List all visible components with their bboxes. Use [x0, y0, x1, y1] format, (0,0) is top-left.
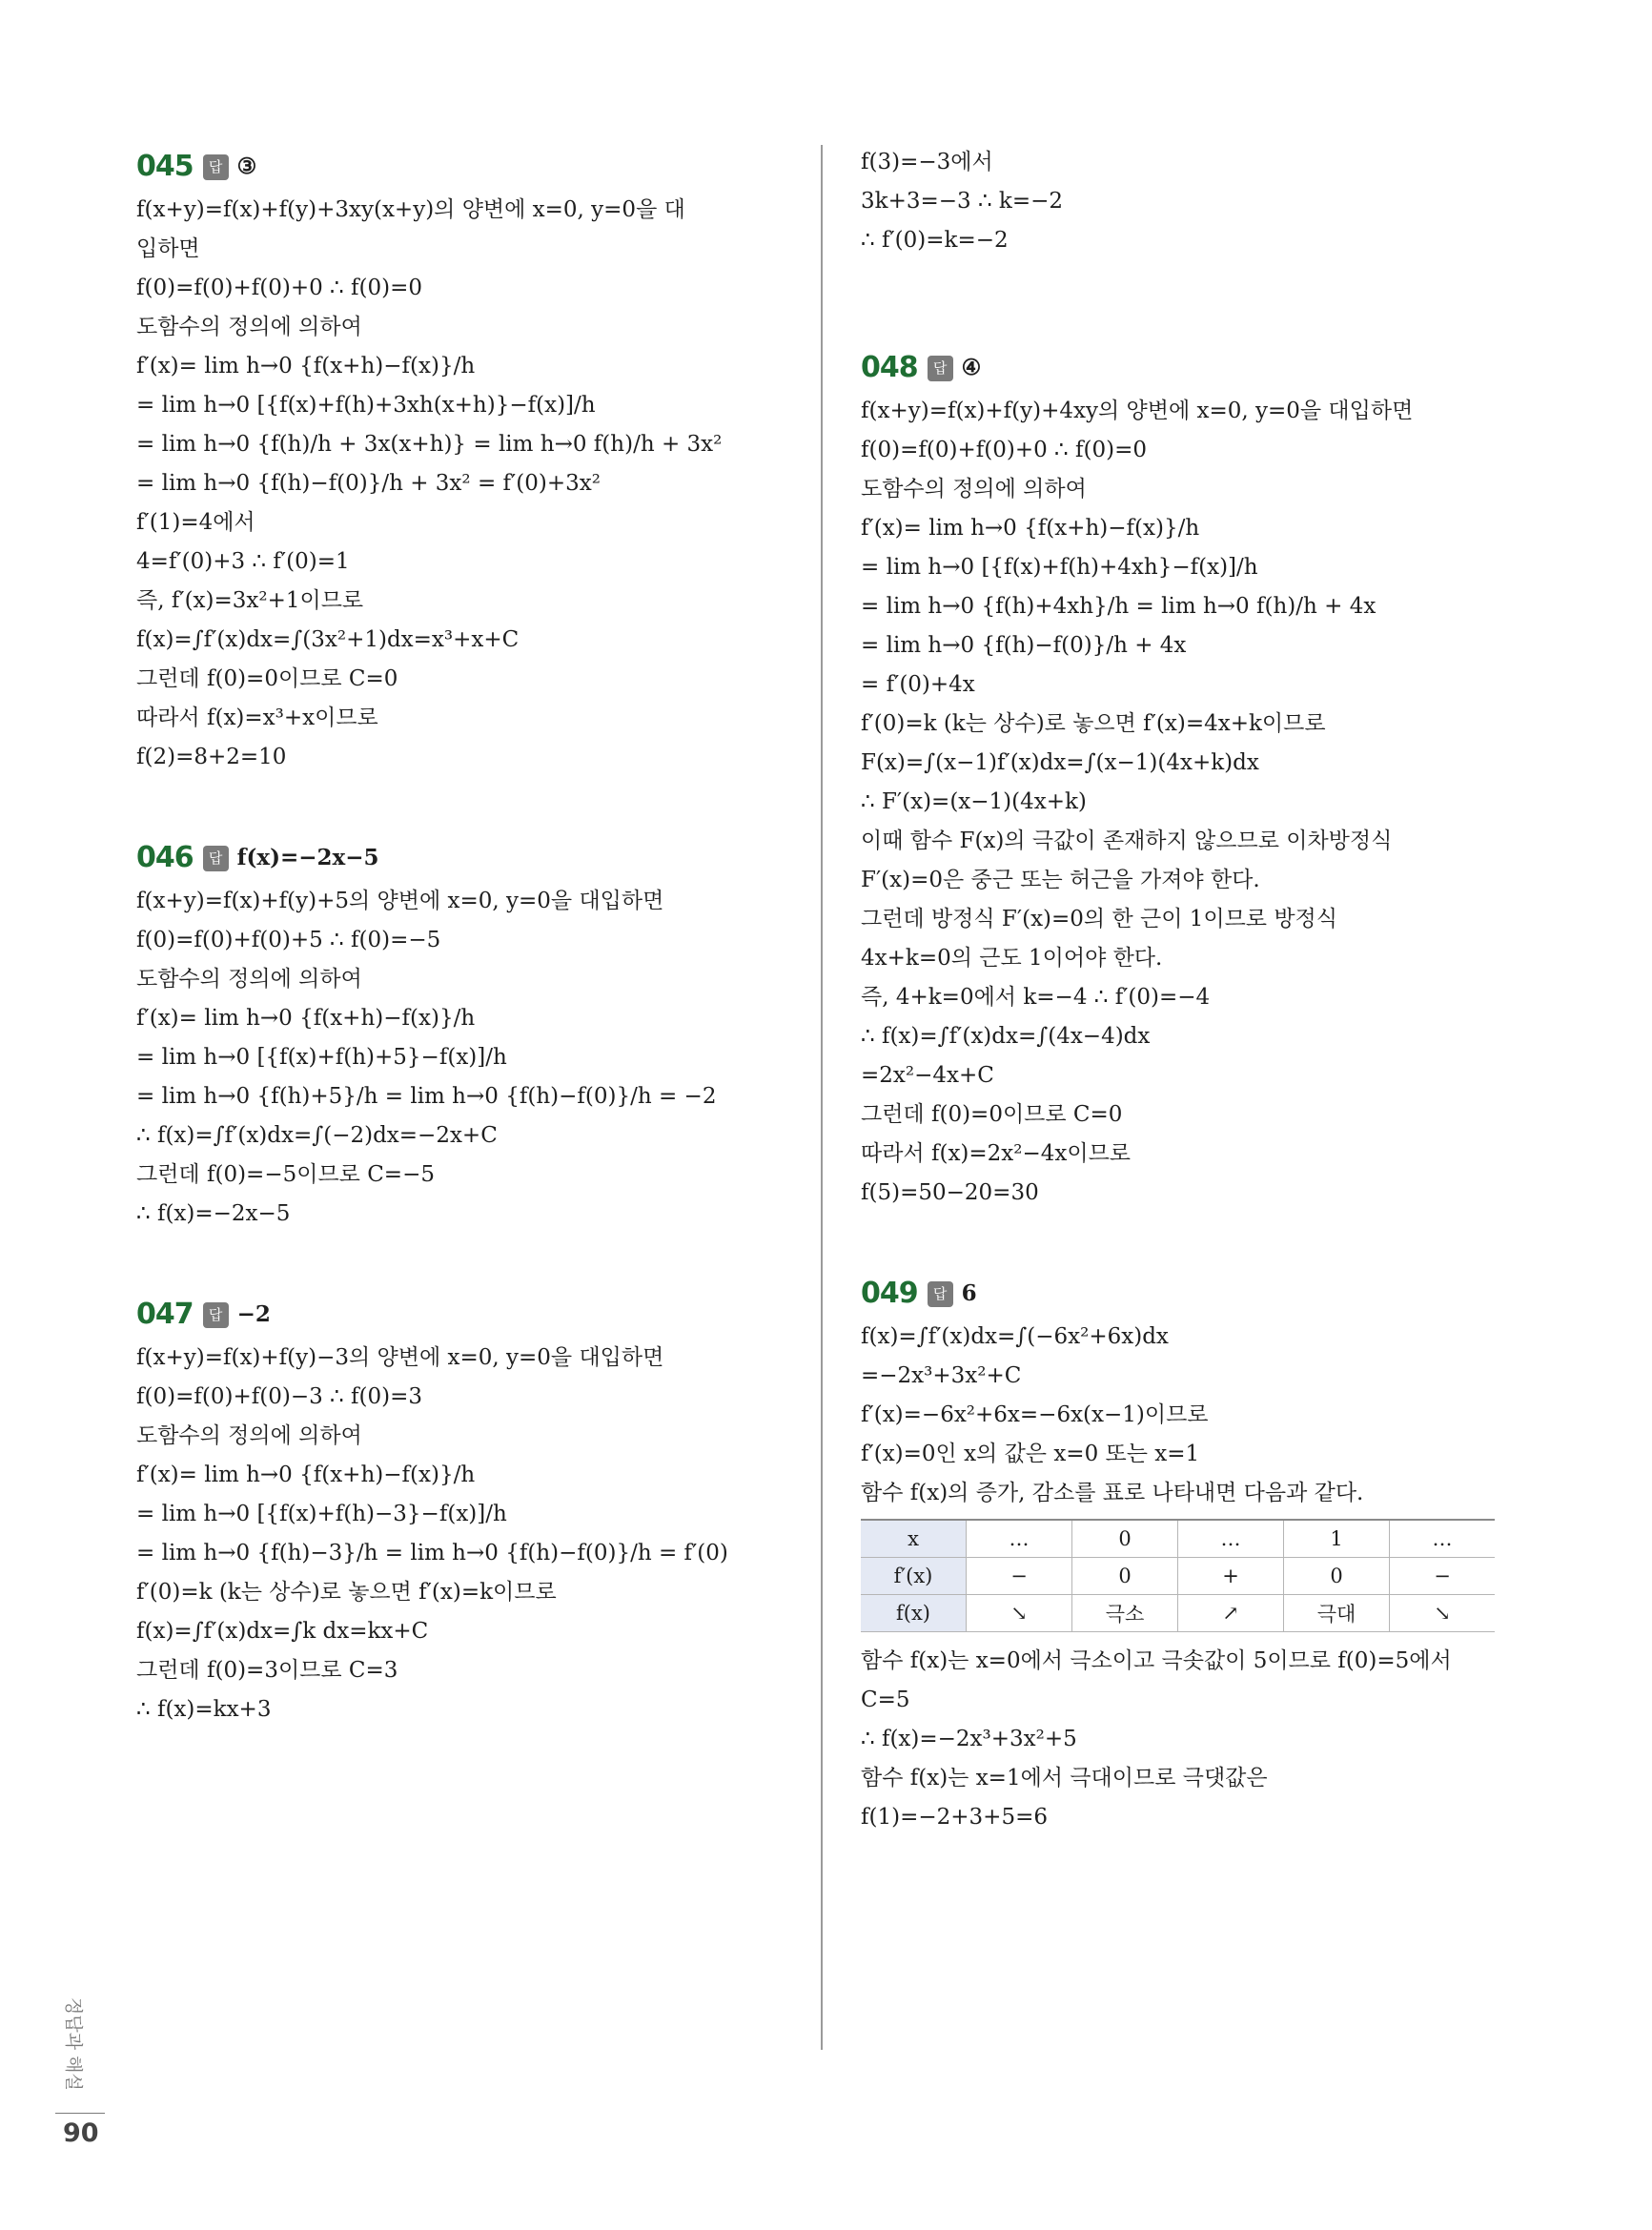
solution-line: 도함수의 정의에 의하여 [136, 967, 362, 992]
problem-header [861, 344, 1519, 392]
table-cell: 극소 [1072, 1595, 1178, 1632]
solution-line: ∴ f(x)=∫f′(x)dx=∫(4x−4)dx [861, 1024, 1151, 1049]
solution-line: 입하면 [136, 236, 200, 261]
solution-line: =2x²−4x+C [861, 1063, 994, 1088]
problem-number: 048 [861, 351, 918, 384]
side-label [55, 1997, 101, 2112]
increase-decrease-table [861, 1519, 1495, 1632]
solution-line: = lim h→0 {f(h)+4xh}/h = lim h→0 f(h)/h + 4x [861, 594, 1377, 619]
spacer [861, 260, 1519, 344]
problem-number: 045 [136, 150, 194, 183]
table-cell: − [967, 1558, 1072, 1595]
solution-line: f(1)=−2+3+5=6 [861, 1805, 1048, 1830]
solution-line: = lim h→0 {f(h)/h + 3x(x+h)} = lim h→0 f(h)/h + 3x² [136, 432, 723, 457]
solution-line: =−2x³+3x²+C [861, 1363, 1022, 1388]
solution-line: f′(1)=4에서 [136, 510, 255, 535]
spacer [861, 1213, 1519, 1270]
solution-line: ∴ f(x)=−2x−5 [136, 1201, 291, 1226]
table-cell: … [1178, 1520, 1284, 1558]
solution-line: = lim h→0 {f(h)−f(0)}/h + 3x² = f′(0)+3x² [136, 471, 601, 496]
solution-line: 함수 f(x)는 x=1에서 극대이므로 극댓값은 [861, 1766, 1268, 1790]
problem-header [136, 143, 794, 191]
solution-line: 4x+k=0의 근도 1이어야 한다. [861, 946, 1163, 971]
table-cell: ↘ [1390, 1595, 1496, 1632]
solution-line: F(x)=∫(x−1)f′(x)dx=∫(x−1)(4x+k)dx [861, 750, 1259, 775]
answer-value: −2 [236, 1301, 271, 1327]
problem-049 [861, 1270, 1519, 1837]
solution-line: 즉, 4+k=0에서 k=−4 ∴ f′(0)=−4 [861, 985, 1211, 1010]
solution-line: f(3)=−3에서 [861, 150, 993, 174]
solution-line: = lim h→0 {f(h)−3}/h = lim h→0 {f(h)−f(0)}/h = f′(0) [136, 1541, 728, 1565]
solution-line: f′(x)= lim h→0 {f(x+h)−f(x)}/h [861, 516, 1200, 541]
table-header-cell: x [861, 1520, 967, 1558]
solution-line: = lim h→0 [{f(x)+f(h)−3}−f(x)]/h [136, 1502, 507, 1526]
problem-048 [861, 344, 1519, 1213]
solution-line: ∴ f(x)=−2x³+3x²+5 [861, 1727, 1077, 1751]
side-label-text: 정답과 해설 [63, 1997, 84, 2091]
table-header-cell: f′(x) [861, 1558, 967, 1595]
solution-line: f(5)=50−20=30 [861, 1180, 1039, 1205]
solution-line: f(0)=f(0)+f(0)+0 ∴ f(0)=0 [861, 438, 1147, 462]
solution-line: f′(x)=0인 x의 값은 x=0 또는 x=1 [861, 1442, 1200, 1466]
table-header-cell: f(x) [861, 1595, 967, 1632]
solution-line: f′(x)= lim h→0 {f(x+h)−f(x)}/h [136, 1006, 476, 1031]
table-cell: 0 [1072, 1558, 1178, 1595]
solution-line: 함수 f(x)는 x=0에서 극소이고 극솟값이 5이므로 f(0)=5에서 [861, 1648, 1452, 1673]
solution-line: ∴ f(x)=kx+3 [136, 1697, 272, 1722]
answer-badge: 답 [203, 846, 229, 871]
table-cell: − [1390, 1558, 1496, 1595]
solution-line: = f′(0)+4x [861, 672, 975, 697]
solution-line: f(x+y)=f(x)+f(y)−3의 양변에 x=0, y=0을 대입하면 [136, 1345, 664, 1370]
solution-line: 도함수의 정의에 의하여 [861, 477, 1087, 501]
table-row [861, 1558, 1495, 1595]
table-cell: … [967, 1520, 1072, 1558]
answer-value: ③ [236, 153, 257, 179]
solution-line: = lim h→0 [{f(x)+f(h)+5}−f(x)]/h [136, 1045, 507, 1070]
right-column [861, 143, 1519, 1837]
problem-number: 049 [861, 1277, 918, 1310]
solution-line: f(x)=∫f′(x)dx=∫(−6x²+6x)dx [861, 1324, 1169, 1349]
solution-line: f(x+y)=f(x)+f(y)+5의 양변에 x=0, y=0을 대입하면 [136, 889, 664, 913]
solution-line: = lim h→0 {f(h)−f(0)}/h + 4x [861, 633, 1187, 658]
solution-line: f′(x)= lim h→0 {f(x+h)−f(x)}/h [136, 1463, 476, 1487]
problem-046 [136, 834, 794, 1234]
solution-line: = lim h→0 {f(h)+5}/h = lim h→0 {f(h)−f(0)}/h = −2 [136, 1084, 717, 1109]
answer-value: ④ [961, 355, 982, 380]
table-cell: 0 [1072, 1520, 1178, 1558]
problem-047 [136, 1291, 794, 1729]
solution-line: f′(x)=−6x²+6x=−6x(x−1)이므로 [861, 1402, 1209, 1427]
solution-line: f(x+y)=f(x)+f(y)+4xy의 양변에 x=0, y=0을 대입하면 [861, 399, 1414, 423]
table-cell: ↘ [967, 1595, 1072, 1632]
solution-line: f(0)=f(0)+f(0)−3 ∴ f(0)=3 [136, 1384, 422, 1409]
solution-line: 그런데 f(0)=0이므로 C=0 [136, 666, 398, 691]
left-column [136, 143, 794, 1729]
solution-line: 즉, f′(x)=3x²+1이므로 [136, 588, 364, 613]
problem-header [136, 834, 794, 882]
solution-line: f(0)=f(0)+f(0)+0 ∴ f(0)=0 [136, 276, 422, 300]
solution-line: f′(0)=k (k는 상수)로 놓으면 f′(x)=4x+k이므로 [861, 711, 1326, 736]
table-cell: ↗ [1178, 1595, 1284, 1632]
solution-line: f(x+y)=f(x)+f(y)+3xy(x+y)의 양변에 x=0, y=0을 대 [136, 197, 685, 222]
problem-number: 047 [136, 1298, 194, 1331]
solution-line: f′(0)=k (k는 상수)로 놓으면 f′(x)=k이므로 [136, 1580, 557, 1605]
solution-line: f(x)=∫f′(x)dx=∫(3x²+1)dx=x³+x+C [136, 627, 520, 652]
solution-line: F′(x)=0은 중근 또는 허근을 가져야 한다. [861, 868, 1260, 892]
solution-line: 도함수의 정의에 의하여 [136, 315, 362, 339]
problem-047-continued [861, 143, 1519, 260]
solution-line: 함수 f(x)의 증가, 감소를 표로 나타내면 다음과 같다. [861, 1481, 1364, 1505]
solution-line: 그런데 f(0)=3이므로 C=3 [136, 1658, 398, 1683]
answer-value: 6 [961, 1280, 977, 1306]
page-number: 90 [63, 2118, 99, 2148]
solution-line: 4=f′(0)+3 ∴ f′(0)=1 [136, 549, 350, 574]
solution-line: C=5 [861, 1688, 910, 1712]
solution-line: 그런데 방정식 F′(x)=0의 한 근이 1이므로 방정식 [861, 907, 1337, 931]
spacer [136, 1234, 794, 1291]
solution-line: 그런데 f(0)=−5이므로 C=−5 [136, 1162, 435, 1187]
problem-number: 046 [136, 841, 194, 874]
solution-line: f(x)=∫f′(x)dx=∫k dx=kx+C [136, 1619, 429, 1644]
solution-line: 이때 함수 F(x)의 극값이 존재하지 않으므로 이차방정식 [861, 829, 1393, 853]
solution-line: = lim h→0 [{f(x)+f(h)+4xh}−f(x)]/h [861, 555, 1258, 580]
solution-line: f(2)=8+2=10 [136, 745, 287, 769]
answer-badge: 답 [928, 356, 953, 381]
table-row [861, 1595, 1495, 1632]
answer-value: f(x)=−2x−5 [236, 845, 379, 870]
solution-line: f(0)=f(0)+f(0)+5 ∴ f(0)=−5 [136, 928, 441, 952]
table-cell: 극대 [1284, 1595, 1390, 1632]
table-cell: 1 [1284, 1520, 1390, 1558]
solution-line: f′(x)= lim h→0 {f(x+h)−f(x)}/h [136, 354, 476, 378]
solution-line: ∴ F′(x)=(x−1)(4x+k) [861, 789, 1087, 814]
solution-line: 따라서 f(x)=2x²−4x이므로 [861, 1141, 1132, 1166]
table-cell: 0 [1284, 1558, 1390, 1595]
table-cell: + [1178, 1558, 1284, 1595]
spacer [136, 777, 794, 834]
solution-line: = lim h→0 [{f(x)+f(h)+3xh(x+h)}−f(x)]/h [136, 393, 596, 418]
problem-045 [136, 143, 794, 777]
solution-line: ∴ f(x)=∫f′(x)dx=∫(−2)dx=−2x+C [136, 1123, 498, 1148]
solution-line: 따라서 f(x)=x³+x이므로 [136, 706, 378, 730]
table-cell: … [1390, 1520, 1496, 1558]
solution-line: 도함수의 정의에 의하여 [136, 1423, 362, 1448]
solution-line: 3k+3=−3 ∴ k=−2 [861, 189, 1064, 214]
footer-rule [55, 2113, 105, 2114]
table-row [861, 1520, 1495, 1558]
solution-line: ∴ f′(0)=k=−2 [861, 228, 1009, 253]
answer-badge: 답 [928, 1281, 953, 1307]
problem-header [136, 1291, 794, 1339]
solution-line: 그런데 f(0)=0이므로 C=0 [861, 1102, 1123, 1127]
problem-header [861, 1270, 1519, 1318]
answer-badge: 답 [203, 154, 229, 180]
column-divider [821, 145, 823, 2050]
answer-badge: 답 [203, 1302, 229, 1328]
